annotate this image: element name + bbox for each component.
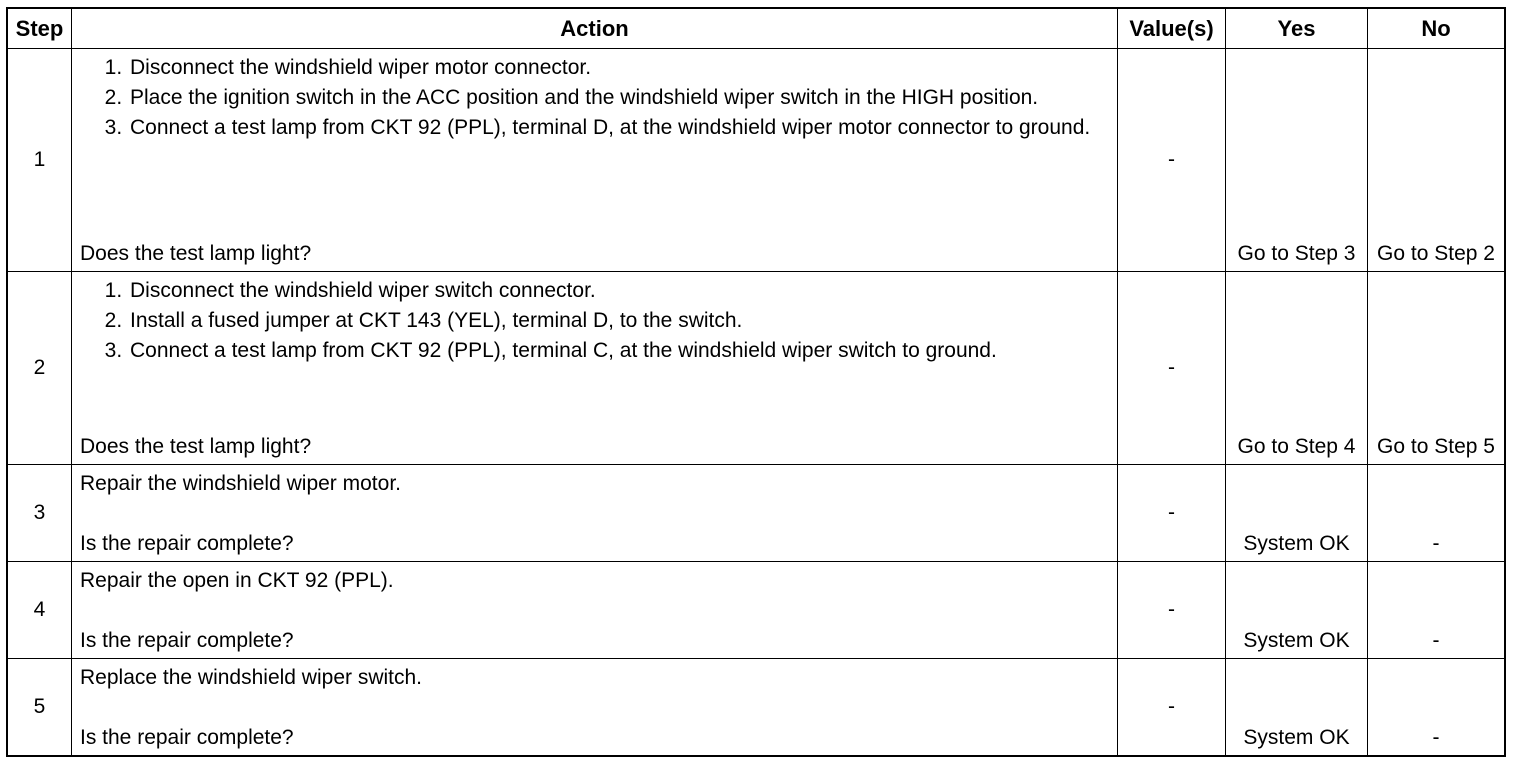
header-values: Value(s)	[1118, 9, 1226, 49]
diagnostic-table	[6, 7, 1506, 757]
value-cell: -	[1118, 659, 1226, 755]
action-text: Repair the windshield wiper motor.	[80, 472, 401, 495]
value-cell: -	[1118, 49, 1226, 272]
no-result: Go to Step 5	[1377, 435, 1495, 458]
no-result: Go to Step 2	[1377, 242, 1495, 265]
action-question: Does the test lamp light?	[80, 435, 312, 458]
action-cell	[72, 49, 1118, 272]
yes-result: System OK	[1243, 629, 1350, 652]
value-cell: -	[1118, 465, 1226, 562]
action-cell	[72, 465, 1118, 562]
action-steps-list	[80, 53, 1109, 143]
no-result: -	[1432, 629, 1440, 652]
yes-result: Go to Step 4	[1237, 435, 1356, 458]
no-cell	[1368, 465, 1504, 562]
step-number: 3	[8, 465, 72, 562]
action-cell	[72, 659, 1118, 755]
step-number: 1	[8, 49, 72, 272]
header-no: No	[1368, 9, 1504, 49]
action-step: 1. Disconnect the windshield wiper switch connector.	[128, 276, 1109, 306]
action-step: 3. Connect a test lamp from CKT 92 (PPL), terminal C, at the windshield wiper switch to ground.	[128, 336, 1109, 366]
action-step: 2. Install a fused jumper at CKT 143 (YEL), terminal D, to the switch.	[128, 306, 1109, 336]
no-cell	[1368, 272, 1504, 465]
action-question: Is the repair complete?	[80, 532, 294, 555]
action-question: Is the repair complete?	[80, 726, 294, 749]
yes-result: System OK	[1243, 532, 1350, 555]
action-step: 2. Place the ignition switch in the ACC position and the windshield wiper switch in the HIGH position.	[128, 83, 1109, 113]
header-action: Action	[72, 9, 1118, 49]
action-question: Does the test lamp light?	[80, 242, 312, 265]
yes-cell	[1226, 659, 1368, 755]
action-step: 1. Disconnect the windshield wiper motor connector.	[128, 53, 1109, 83]
no-cell	[1368, 49, 1504, 272]
action-question: Is the repair complete?	[80, 629, 294, 652]
yes-result: Go to Step 3	[1237, 242, 1356, 265]
value-cell: -	[1118, 562, 1226, 659]
yes-result: System OK	[1243, 726, 1350, 749]
no-cell	[1368, 659, 1504, 755]
step-number: 5	[8, 659, 72, 755]
action-step: 3. Connect a test lamp from CKT 92 (PPL), terminal D, at the windshield wiper motor connector to ground.	[128, 113, 1109, 143]
action-text: Replace the windshield wiper switch.	[80, 666, 422, 689]
header-step: Step	[8, 9, 72, 49]
no-result: -	[1432, 532, 1440, 555]
yes-cell	[1226, 272, 1368, 465]
yes-cell	[1226, 49, 1368, 272]
header-yes: Yes	[1226, 9, 1368, 49]
step-number: 4	[8, 562, 72, 659]
step-number: 2	[8, 272, 72, 465]
yes-cell	[1226, 465, 1368, 562]
yes-cell	[1226, 562, 1368, 659]
no-result: -	[1432, 726, 1440, 749]
value-cell: -	[1118, 272, 1226, 465]
no-cell	[1368, 562, 1504, 659]
action-cell	[72, 272, 1118, 465]
action-steps-list	[80, 276, 1109, 366]
action-cell	[72, 562, 1118, 659]
action-text: Repair the open in CKT 92 (PPL).	[80, 569, 394, 592]
